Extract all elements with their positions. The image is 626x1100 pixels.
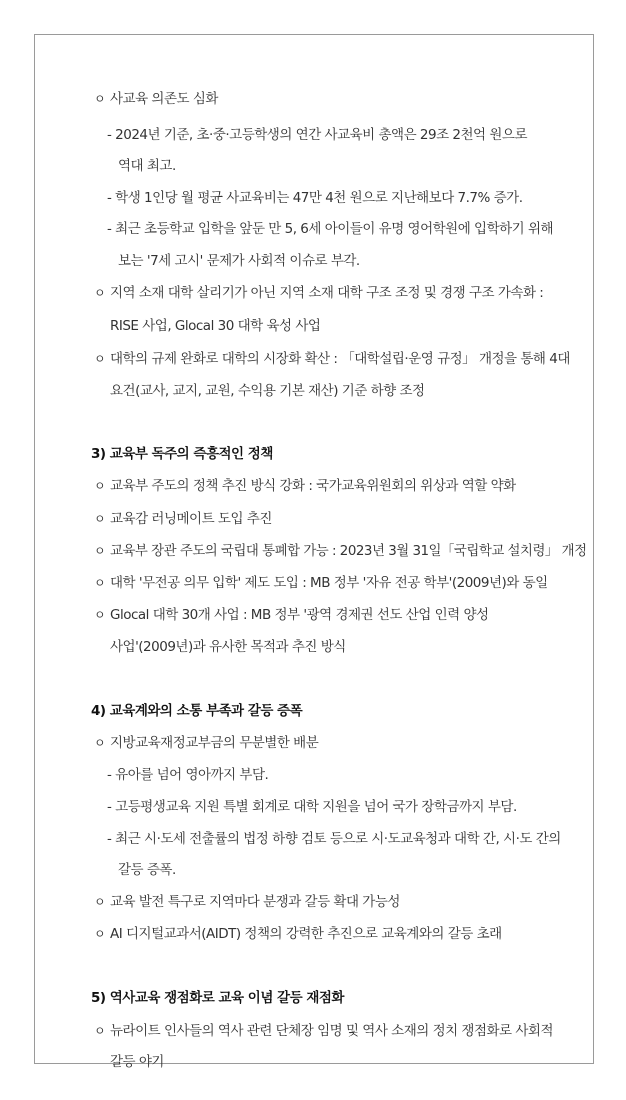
bullet-circle: ㅇ bbox=[94, 544, 106, 558]
list-item: 교육부 주도의 정책 추진 방식 강화 : 국가교육위원회의 위상과 역할 약화 bbox=[110, 478, 516, 494]
section-heading-3: 3) 교육부 독주의 즉흥적인 정책 bbox=[91, 446, 273, 462]
section-heading-4: 4) 교육계와의 소통 부족과 갈등 증폭 bbox=[91, 703, 303, 719]
list-item: 지방교육재정교부금의 무분별한 배분 bbox=[110, 735, 319, 751]
bullet-circle: ㅇ bbox=[94, 479, 106, 493]
bullet-circle: ㅇ bbox=[94, 608, 106, 622]
bullet-circle: ㅇ bbox=[94, 576, 106, 590]
item-continued: RISE 사업, Glocal 30 대학 육성 사업 bbox=[110, 318, 321, 334]
sub-item-continued: 갈등 증폭. bbox=[118, 862, 176, 878]
item-deregulation: 대학의 규제 완화로 대학의 시장화 확산 : 「대학설립·운영 규정」 개정을 통해 4대 bbox=[110, 351, 570, 367]
list-item: 교육 발전 특구로 지역마다 분쟁과 갈등 확대 가능성 bbox=[110, 894, 400, 910]
sub-item: - 최근 시·도세 전출률의 법정 하향 검토 등으로 시·도교육청과 대학 간, 시·도 간의 bbox=[107, 831, 561, 847]
list-item: 교육감 러닝메이트 도입 추진 bbox=[110, 511, 272, 527]
sub-item-continued: 보는 '7세 고시' 문제가 사회적 이슈로 부각. bbox=[118, 253, 360, 269]
content-box bbox=[34, 34, 594, 1070]
list-item: Glocal 대학 30개 사업 : MB 정부 '광역 경제권 선도 산업 인력 양성 bbox=[110, 607, 489, 623]
sub-item: - 최근 초등학교 입학을 앞둔 만 5, 6세 아이들이 유명 영어학원에 입학하기 위해 bbox=[107, 221, 554, 237]
bullet-circle: ㅇ bbox=[94, 286, 106, 300]
sub-item-continued: 역대 최고. bbox=[118, 158, 176, 174]
sub-item: - 학생 1인당 월 평균 사교육비는 47만 4천 원으로 지난해보다 7.7% 증가. bbox=[107, 190, 523, 206]
bullet-circle: ㅇ bbox=[94, 895, 106, 909]
sub-item: - 유아를 넘어 영아까지 부담. bbox=[107, 767, 269, 783]
item-continued: 갈등 야기 bbox=[110, 1054, 164, 1070]
list-item: 대학 '무전공 의무 입학' 제도 도입 : MB 정부 '자유 전공 학부'(2009년)와 동일 bbox=[110, 575, 548, 591]
item-continued: 사업'(2009년)과 유사한 목적과 추진 방식 bbox=[110, 639, 346, 655]
item-private-education: 사교육 의존도 심화 bbox=[110, 91, 218, 107]
list-item: 교육부 장관 주도의 국립대 통폐합 가능 : 2023년 3월 31일「국립학교 설치령」 개정 bbox=[110, 543, 587, 559]
bullet-circle: ㅇ bbox=[94, 92, 106, 106]
sub-item: - 고등평생교육 지원 특별 회계로 대학 지원을 넘어 국가 장학금까지 부담. bbox=[107, 799, 517, 815]
bullet-circle: ㅇ bbox=[94, 736, 106, 750]
list-item: AI 디지털교과서(AIDT) 정책의 강력한 추진으로 교육계와의 갈등 초래 bbox=[110, 926, 502, 942]
sub-item: - 2024년 기준, 초·중·고등학생의 연간 사교육비 총액은 29조 2천억 원으로 bbox=[107, 127, 528, 143]
item-continued: 요건(교사, 교지, 교원, 수익용 기본 재산) 기준 하향 조정 bbox=[110, 383, 425, 399]
item-regional-university: 지역 소재 대학 살리기가 아닌 지역 소재 대학 구조 조정 및 경쟁 구조 가속화 : bbox=[110, 285, 544, 301]
bullet-circle: ㅇ bbox=[94, 352, 106, 366]
bullet-circle: ㅇ bbox=[94, 1024, 106, 1038]
section-heading-5: 5) 역사교육 쟁점화로 교육 이념 갈등 재점화 bbox=[91, 990, 344, 1006]
bullet-circle: ㅇ bbox=[94, 927, 106, 941]
list-item: 뉴라이트 인사들의 역사 관련 단체장 임명 및 역사 소재의 정치 쟁점화로 사회적 bbox=[110, 1023, 554, 1039]
bullet-circle: ㅇ bbox=[94, 512, 106, 526]
